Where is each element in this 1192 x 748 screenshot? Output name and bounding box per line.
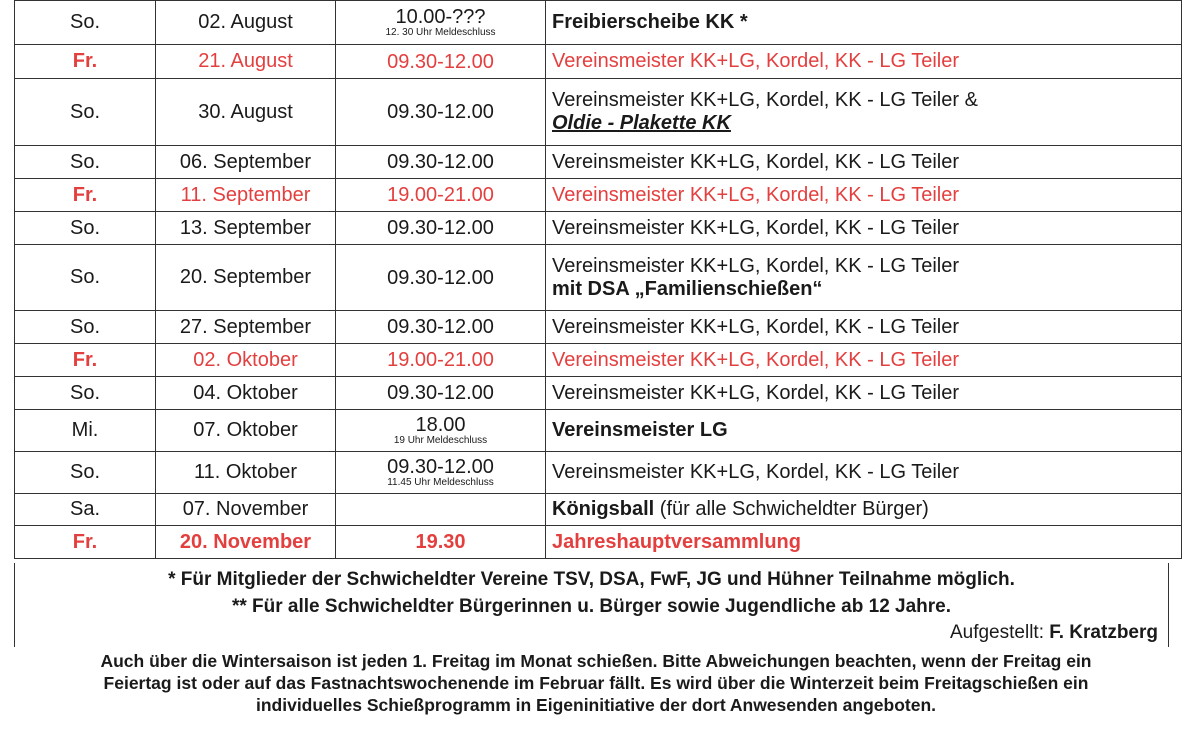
row-event — [546, 212, 1182, 245]
schedule-row — [15, 311, 1182, 344]
row-time — [336, 1, 546, 45]
row-time-value: 09.30-12.00 — [387, 266, 494, 289]
row-event — [546, 410, 1182, 452]
row-day: Fr. — [15, 344, 156, 377]
row-event-text: Vereinsmeister KK+LG, Kordel, KK - LG Teiler — [552, 150, 960, 173]
row-event — [546, 79, 1182, 146]
row-time — [336, 45, 546, 79]
schedule-row — [15, 344, 1182, 377]
row-date: 02. Oktober — [156, 344, 336, 377]
row-time-note: 19 Uhr Meldeschluss — [393, 435, 488, 446]
row-time-note: 11.45 Uhr Meldeschluss — [387, 477, 494, 488]
row-date: 20. November — [156, 526, 336, 559]
schedule-row — [15, 146, 1182, 179]
row-event-text: Freibierscheibe KK * — [552, 11, 748, 33]
row-event-text: Vereinsmeister LG — [552, 419, 728, 441]
row-event — [546, 377, 1182, 410]
row-time — [336, 212, 546, 245]
row-event-line-2: mit DSA „Familienschießen“ — [552, 277, 823, 300]
row-time — [336, 146, 546, 179]
row-time — [336, 311, 546, 344]
row-time-value: 09.30-12.00 — [387, 50, 494, 73]
row-event — [546, 45, 1182, 79]
row-time-value: 19.00-21.00 — [387, 349, 494, 371]
row-time-value: 09.30-12.00 — [387, 456, 494, 478]
row-event — [546, 452, 1182, 494]
row-day: Fr. — [15, 45, 156, 79]
row-event-text: Vereinsmeister KK+LG, Kordel, KK - LG Teiler — [552, 50, 960, 72]
footnote-2: ** Für alle Schwicheldter Bürgerinnen u. Bürger sowie Jugendliche ab 12 Jahre. — [231, 596, 952, 617]
row-event — [546, 146, 1182, 179]
row-event-text: Jahreshauptversammlung — [552, 530, 801, 553]
row-date: 04. Oktober — [156, 377, 336, 410]
row-time — [336, 452, 546, 494]
row-time-value: 09.30-12.00 — [387, 151, 494, 173]
row-event-text: Vereinsmeister KK+LG, Kordel, KK - LG Teiler — [552, 315, 960, 338]
row-time — [336, 79, 546, 146]
row-event — [546, 245, 1182, 311]
footnote-box — [14, 563, 1169, 647]
row-date: 07. November — [156, 494, 336, 526]
row-day: So. — [15, 212, 156, 245]
row-date: 11. September — [156, 179, 336, 212]
row-time — [336, 494, 546, 526]
row-event-text: Vereinsmeister KK+LG, Kordel, KK - LG Teiler — [552, 381, 960, 404]
row-time — [336, 179, 546, 212]
row-time — [336, 410, 546, 452]
schedule-row — [15, 1, 1182, 45]
row-time — [336, 526, 546, 559]
row-day: Mi. — [15, 410, 156, 452]
row-day: So. — [15, 1, 156, 45]
row-time-value: 09.30-12.00 — [387, 382, 494, 404]
row-event — [546, 179, 1182, 212]
schedule-row — [15, 494, 1182, 526]
footnote-1: * Für Mitglieder der Schwicheldter Vereine TSV, DSA, FwF, JG und Hühner Teilnahme möglich. — [168, 569, 1015, 590]
author-name: F. Kratzberg — [1049, 622, 1158, 643]
schedule-row — [15, 410, 1182, 452]
row-event — [546, 311, 1182, 344]
schedule-row — [15, 452, 1182, 494]
row-event-text: Vereinsmeister KK+LG, Kordel, KK - LG Teiler — [552, 461, 960, 483]
schedule-row — [15, 79, 1182, 146]
row-event — [546, 526, 1182, 559]
row-day: So. — [15, 146, 156, 179]
row-time-value: 19.30 — [415, 531, 466, 553]
row-event — [546, 344, 1182, 377]
row-day: Sa. — [15, 494, 156, 526]
row-event-text: Vereinsmeister KK+LG, Kordel, KK - LG Teiler — [552, 183, 960, 206]
author-label: Aufgestellt: — [949, 622, 1044, 643]
schedule-row — [15, 45, 1182, 79]
row-time-value: 09.30-12.00 — [387, 101, 494, 123]
row-date: 27. September — [156, 311, 336, 344]
row-date: 07. Oktober — [156, 410, 336, 452]
winter-note-line-3: individuelles Schießprogramm in Eigeninitiative der dort Anwesenden angeboten. — [255, 695, 937, 715]
row-day: Fr. — [15, 179, 156, 212]
row-day: So. — [15, 452, 156, 494]
row-day: So. — [15, 311, 156, 344]
row-event-text: Vereinsmeister KK+LG, Kordel, KK - LG Teiler — [552, 254, 960, 277]
schedule-row — [15, 179, 1182, 212]
winter-note-line-1: Auch über die Wintersaison ist jeden 1. Freitag im Monat schießen. Bitte Abweichungen beachten, wenn der Freitag ein — [100, 651, 1092, 671]
schedule-row — [15, 377, 1182, 410]
row-event-text: Vereinsmeister KK+LG, Kordel, KK - LG Teiler & — [552, 89, 978, 111]
row-day: So. — [15, 245, 156, 311]
row-date: 02. August — [156, 1, 336, 45]
row-event-text: Königsball — [552, 498, 655, 520]
schedule-row — [15, 526, 1182, 559]
row-time — [336, 344, 546, 377]
winter-note — [10, 650, 1182, 716]
row-time-value: 10.00-??? — [395, 6, 486, 28]
row-time-value: 19.00-21.00 — [387, 184, 494, 206]
row-date: 13. September — [156, 212, 336, 245]
row-date: 11. Oktober — [156, 452, 336, 494]
row-date: 30. August — [156, 79, 336, 146]
row-date: 21. August — [156, 45, 336, 79]
row-day: So. — [15, 79, 156, 146]
row-event-suffix: (für alle Schwicheldter Bürger) — [654, 498, 929, 520]
winter-note-line-2: Feiertag ist oder auf das Fastnachtswochenende im Februar fällt. Es wird über die Winterzeit beim Freitagschießen ein — [103, 673, 1089, 693]
row-event-text: Vereinsmeister KK+LG, Kordel, KK - LG Teiler — [552, 348, 960, 371]
row-date: 20. September — [156, 245, 336, 311]
schedule-body — [15, 1, 1182, 559]
schedule-row — [15, 212, 1182, 245]
row-event — [546, 494, 1182, 526]
schedule-row — [15, 245, 1182, 311]
author-line — [950, 622, 1158, 644]
row-day: So. — [15, 377, 156, 410]
row-time-note: 12. 30 Uhr Meldeschluss — [385, 27, 496, 38]
row-event-text: Vereinsmeister KK+LG, Kordel, KK - LG Teiler — [552, 216, 960, 239]
schedule-table — [14, 0, 1182, 559]
row-event — [546, 1, 1182, 45]
row-day: Fr. — [15, 526, 156, 559]
row-time-value: 09.30-12.00 — [387, 316, 494, 338]
row-date: 06. September — [156, 146, 336, 179]
row-time — [336, 245, 546, 311]
row-event-line-2: Oldie - Plakette KK — [552, 112, 731, 134]
row-time-value: 18.00 — [415, 414, 466, 436]
row-time-value: 09.30-12.00 — [387, 217, 494, 239]
row-time — [336, 377, 546, 410]
